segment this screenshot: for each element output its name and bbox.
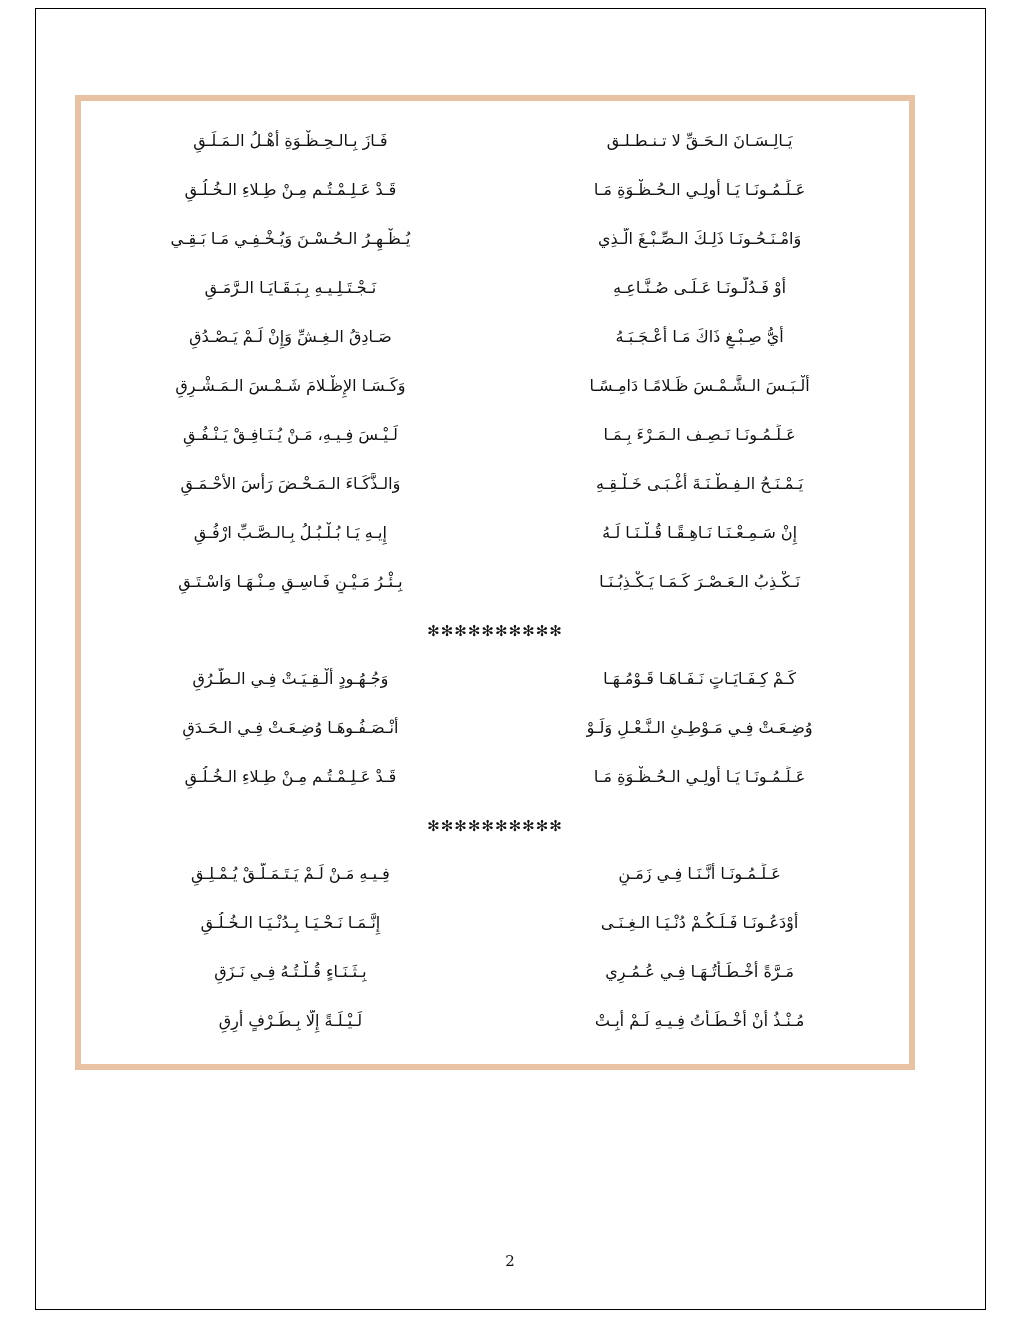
verse-row <box>109 899 881 948</box>
verse-row <box>109 997 881 1046</box>
section-divider: ✻✻✻✻✻✻✻✻✻✻ <box>427 817 563 835</box>
hemistich-first: عَـلِّـمُـونَـا أَنَّـنَـا فِـي زَمَـنٍ <box>618 864 781 884</box>
hemistich-second: يُـظْـهِـرُ الـحُـسْـنَ وَيُـخْـفِـي مَـا بَـقِـي <box>170 229 411 249</box>
verse-row <box>109 655 881 704</box>
hemistich-first: يَـالِـسَـانَ الـحَـقِّ لا تـنـطـلـق <box>606 131 793 151</box>
hemistich-second: إِيـهِ يَـا بُـلْـبُـلُ بِـالـصَّـبِّ ارْفُـقِ <box>193 523 387 543</box>
poem <box>81 101 909 1064</box>
hemistich-second: لَـيْـسَ فِـيـهِ، مَـنْ يُـنَـافِـقْ يَـنْـفُـقِ <box>182 425 398 445</box>
verse-row <box>109 753 881 802</box>
hemistich-second: وَالـذَّكَـاءَ الـمَـحْـضَ رَأْسَ الأَحْـمَـقِ <box>180 474 401 494</box>
section-divider: ✻✻✻✻✻✻✻✻✻✻ <box>427 622 563 640</box>
hemistich-second: قَـدْ عَـلِـمْـتُـم مِـنْ طِـلاءِ الـخُـلُـقِ <box>184 767 397 787</box>
hemistich-first: أَلْـبَـسَ الـشَّـمْـسَ ظَـلامًـا دَامِـسًـا <box>589 376 810 396</box>
hemistich-first: عَـلِّـمُـونَـا نَـصِـف الـمَـرْءَ بِـمَـا <box>603 425 796 445</box>
hemistich-first: وَامْـنَـحُـونَـا ذَلِـكَ الـصِّـبْـغَ الَّـذِي <box>597 229 802 249</box>
hemistich-second: إِنَّـمَـا نَـحْـيَـا بِـدُنْـيَـا الـخُـلُـقِ <box>200 913 381 933</box>
verse-row <box>109 948 881 997</box>
hemistich-second: لَـيْـلَـةً إِلَّا بِـطَـرْفٍ أَرِقِ <box>218 1011 363 1031</box>
hemistich-first: أَوْدَعُـونَـا فَـلَـكُـمْ دُنْـيَـا الـغِـنَـى <box>600 913 799 933</box>
hemistich-first: إِنْ سَـمِـعْـنَـا نَـاهِـقًـا قُـلْـنَـا لَـهُ <box>602 523 798 543</box>
hemistich-second: أَنْـصَـفُـوهَـا وُضِـعَـتْ فِـي الـحَـدَقِ <box>182 718 399 738</box>
verse-row <box>109 558 881 607</box>
hemistich-first: وُضِـعَـتْ فِـي مَـوْطِـئِ الـنَّـعْـلِ وَلَـوْ <box>586 718 813 738</box>
verse-row <box>109 460 881 509</box>
hemistich-second: فَـازَ بِـالـحِـظْـوَةِ أهْـلُ الـمَـلَـقِ <box>193 131 388 151</box>
verse-row <box>109 264 881 313</box>
verse-row <box>109 117 881 166</box>
hemistich-first: عَـلِّـمُـونَـا يَـا أُولِـي الـحُـظْـوَةِ مَـا <box>593 180 806 200</box>
hemistich-second: بِـئْـرُ مَـيْـنٍ فَـاسِـقٍ مِـنْـهَـا وَاسْـتَـقِ <box>178 572 403 592</box>
verse-row <box>109 313 881 362</box>
verse-row <box>109 166 881 215</box>
hemistich-second: فِـيـهِ مَـنْ لَـمْ يَـتَـمَـلَّـقْ يُـمْـلِـقِ <box>191 864 390 884</box>
hemistich-second: بِـثَـنَـاءٍ قُـلْـتُـهُ فِـي نَـزَقِ <box>214 962 367 982</box>
hemistich-second: قَـدْ عَـلِـمْـتُـم مِـنْ طِـلاءِ الـخُـلُـقِ <box>184 180 397 200</box>
page-number: 2 <box>505 1252 515 1270</box>
hemistich-first: مَـرَّةً أَخْـطَـأْتُـهَـا فِـي عُـمُـرِي <box>605 962 794 982</box>
verse-row <box>109 850 881 899</box>
hemistich-first: أَيُّ صِـبْـغٍ ذَاكَ مَـا أَعْـجَـبَـهُ <box>615 327 784 347</box>
verse-row <box>109 509 881 558</box>
ornamental-frame <box>75 95 915 1070</box>
hemistich-second: وَجُـهُـودٍ أُلْـقِـيَـتْ فِـي الـطُّـرُقِ <box>192 669 389 689</box>
verse-row <box>109 411 881 460</box>
verse-row <box>109 215 881 264</box>
hemistich-first: يَـمْـنَـحُ الـفِـطْـنَـةَ أَغْـبَـى خَـلْـقِـهِ <box>596 474 804 494</box>
hemistich-first: مُـنْـذُ أَنْ أَخْـطَـأْتُ فِـيـهِ لَـمْ أَبِـتْ <box>594 1011 805 1031</box>
hemistich-first: أَوْ فَـدُلُّـونَـا عَـلَـى صُـنَّـاعِـهِ <box>613 278 787 298</box>
hemistich-first: عَـلِّـمُـونَـا يَـا أُولِـي الـحُـظْـوَةِ مَـا <box>593 767 806 787</box>
hemistich-first: كَـمْ كِـفَـايَـاتٍ نَـفَـاهَـا قَـوْمُـهَـا <box>603 669 796 689</box>
hemistich-first: نَـكْـذِبُ الـعَـصْـرَ كَـمَـا يَـكْـذِبُـنَـا <box>599 572 801 592</box>
hemistich-second: صَـادِقُ الـغِـشِّ وَإِنْ لَـمْ يَـصْـدُقِ <box>189 327 392 347</box>
hemistich-second: نَـجْـتَـلِـيـهِ بِـبَـقَـايَـا الـرَّمَـقِ <box>204 278 377 298</box>
verse-row <box>109 704 881 753</box>
hemistich-second: وَكَـسَـا الإِظْـلامَ شَـمْـسَ الـمَـشْـرِقِ <box>175 376 406 396</box>
verse-row <box>109 362 881 411</box>
